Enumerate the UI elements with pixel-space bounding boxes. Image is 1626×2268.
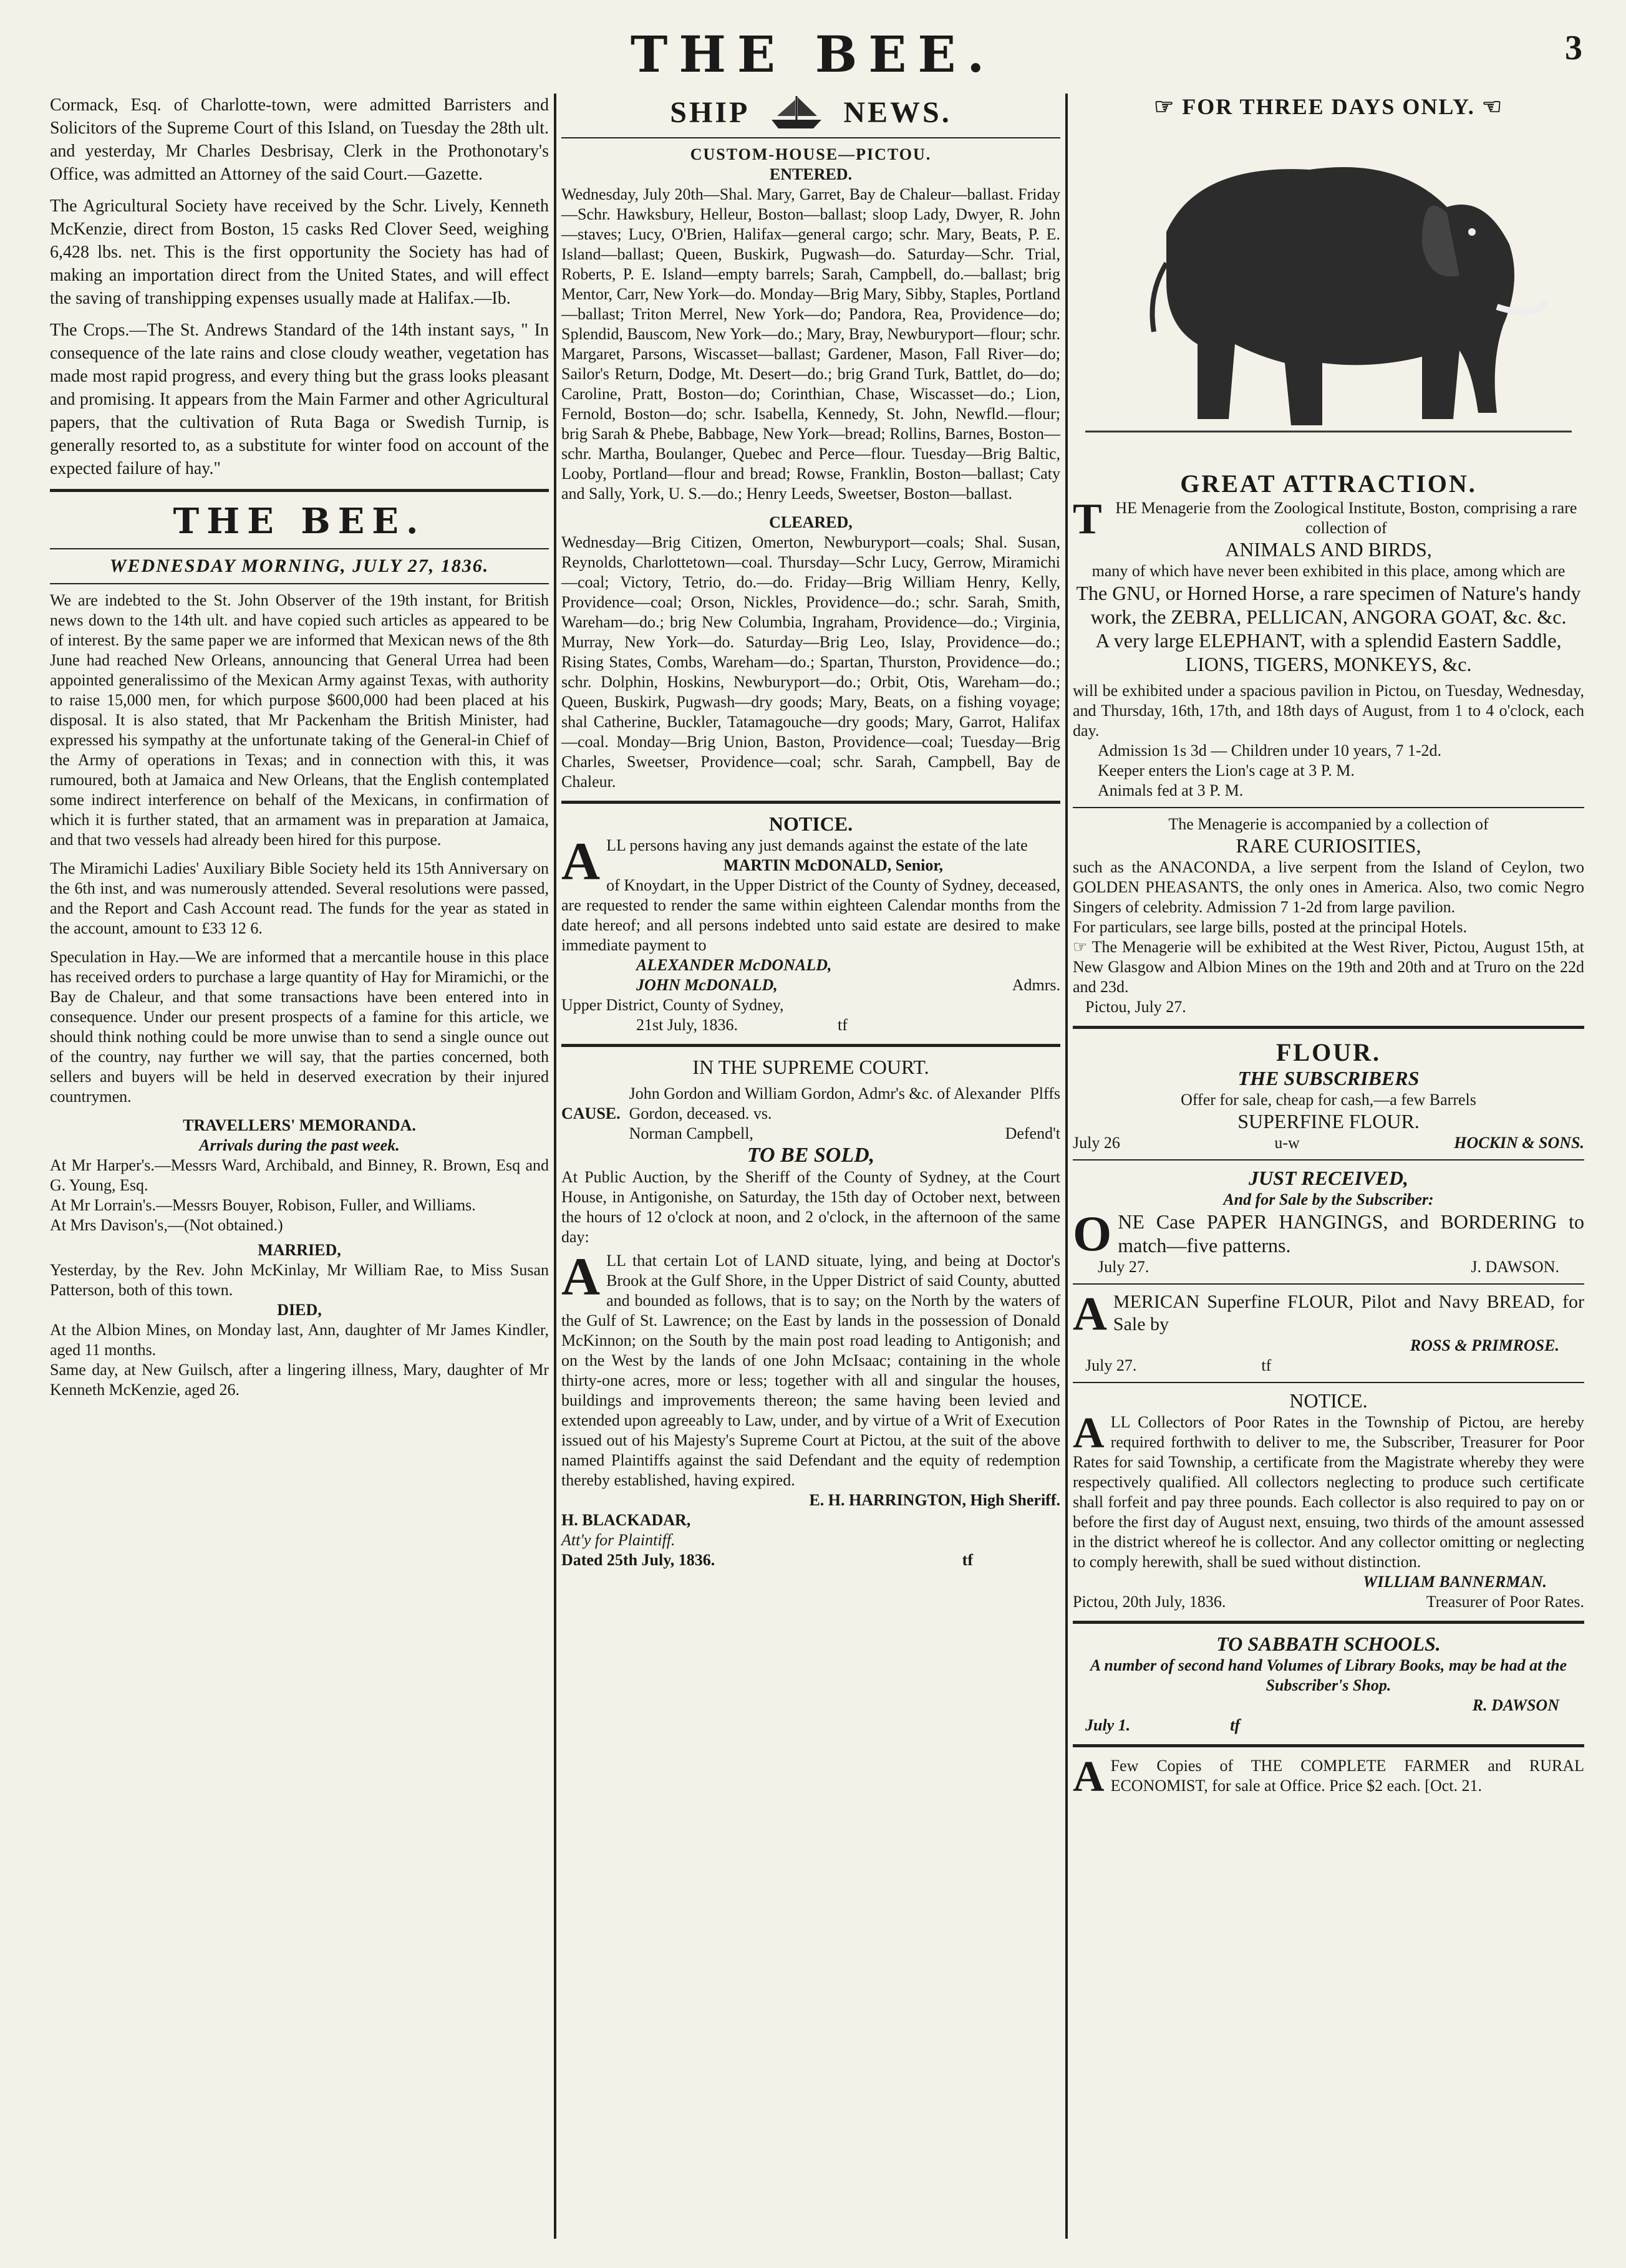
divider: [561, 1044, 1060, 1047]
divider: [1073, 1621, 1584, 1624]
notice-name: MARTIN McDONALD, Senior,: [723, 856, 944, 874]
to-be-sold-title: TO BE SOLD,: [747, 1144, 875, 1167]
superfine-flour: SUPERFINE FLOUR.: [1237, 1110, 1420, 1132]
bannerman-signature: WILLIAM BANNERMAN.: [1363, 1573, 1547, 1591]
collectors-text: LL Collectors of Poor Rates in the Township of Pictou, are hereby required forthwith to deliver to me, the Subscriber, Treasurer for Poor Rates for said Township, a certificate from the Magistrate whereby they were respectively qualified. All collectors neglecting to produce such certificate shall forfeit and pay three pounds. Each collector is also required to pay on or before the first day of August next, ensuing, two thirds of the amount assessed in the district whereof he is collector. And any collector omitting or neglecting to comply herewith, shall be sued without distinction.: [1073, 1413, 1584, 1571]
notice-heading-2: NOTICE.: [1289, 1389, 1368, 1412]
tf-mark: tf: [1261, 1356, 1272, 1374]
subscribers-heading: THE SUBSCRIBERS: [1237, 1067, 1420, 1089]
drop-cap: A: [561, 1247, 601, 1306]
just-received-heading: JUST RECEIVED,: [1248, 1167, 1409, 1189]
sabbath-text: A number of second hand Volumes of Library Books, may be had at the Subscriber's Shop.: [1090, 1656, 1567, 1694]
for-sale-subheading: And for Sale by the Subscriber:: [1223, 1190, 1434, 1209]
married-text: Yesterday, by the Rev. John McKinlay, Mr William Rae, to Miss Susan Patterson, both of this town.: [50, 1261, 549, 1299]
three-days-text: FOR THREE DAYS ONLY.: [1182, 94, 1475, 119]
pointing-hand-icon: ☞: [1153, 94, 1183, 119]
auction-text: At Public Auction, by the Sheriff of the County of Sydney, at the Court House, in Antigonishe, on Saturday, the 15th day of October next, between the hours of 12 o'clock at noon, and 2 o'clock, in the afternoon of the same day:: [561, 1168, 1060, 1246]
paper-hangings-text: NE Case PAPER HANGINGS, and BORDERING to match—five patterns.: [1118, 1210, 1584, 1257]
sheriff-signature: E. H. HARRINGTON, High Sheriff.: [809, 1491, 1060, 1509]
drop-cap: O: [1073, 1207, 1112, 1262]
pictou-date: Pictou, July 27.: [1085, 998, 1186, 1016]
keeper-text: Keeper enters the Lion's cage at 3 P. M.: [1098, 761, 1355, 779]
died-title: DIED,: [277, 1301, 322, 1319]
sabbath-heading: TO SABBATH SCHOOLS.: [1216, 1633, 1441, 1655]
ross-signature: ROSS & PRIMROSE.: [1410, 1336, 1559, 1354]
exhibition-text: will be exhibited under a spacious pavilion in Pictou, on Tuesday, Wednesday, and Thursday, 16th, 17th, and 18th days of August, from 1 to 4 o'clock, each day.: [1073, 682, 1584, 740]
particulars-text: For particulars, see large bills, posted at the principal Hotels.: [1073, 918, 1468, 936]
flour-uw: u-w: [1274, 1134, 1300, 1152]
notice-place: Upper District, County of Sydney,: [561, 996, 784, 1014]
attorney-name: H. BLACKADAR,: [561, 1511, 691, 1529]
memoranda-title: TRAVELLERS' MEMORANDA.: [183, 1116, 416, 1134]
article-hay: Speculation in Hay.—We are informed that a mercantile house in this place has received orders to purchase a large quantity of Hay for Miramichi, or the Bay de Chaleur, and that some transactions have been entered into in consequence. Under our present prospects of a famine for this article, we should think nothing could be more unwise than to send a single ounce out of the country, nay further we will say, that the parties concerned, both sellers and buyers will be held in deserved execration by their injured countrymen.: [50, 948, 549, 1106]
article-gazette: Cormack, Esq. of Charlotte-town, were admitted Barristers and Solicitors of the Supreme Court of this Island, on Tuesday the 28th ult. and yesterday, Mr Charles Desbrisay, Clerk in the Prothonotary's Office, was admitted an Attorney of the said Court.—Gazette.: [50, 95, 549, 184]
cleared-heading: CLEARED,: [769, 513, 853, 531]
article-crops: The Crops.—The St. Andrews Standard of the 14th instant says, " In consequence of the late rains and close cloudy weather, vegetation has made most rapid progress, and every thing but the grass looks pleasant and promising. It appears from the Main Farmer and other Agricultural papers, that the cultivation of Ruta Baga or Swedish Turnip, is generally resorted to, as a substitute for winter food on account of the expected failure of hay.": [50, 321, 549, 478]
tf-mark: tf: [838, 1016, 848, 1034]
memo-harper: At Mr Harper's.—Messrs Ward, Archibald, and Binney, R. Brown, Esq and G. Young, Esq.: [50, 1156, 549, 1194]
column-right: [1073, 94, 1585, 1801]
notice-text: LL persons having any just demands against the estate of the late: [606, 836, 1028, 854]
gnu-text: The GNU, or Horned Horse, a rare specimen of Nature's handy work, the ZEBRA, PELLICAN, ANGORA GOAT, &c. &c.: [1076, 582, 1581, 628]
animals-heading: ANIMALS AND BIRDS,: [1225, 538, 1432, 561]
drop-cap: A: [1073, 1409, 1105, 1457]
west-river-text: The Menagerie will be exhibited at the West River, Pictou, August 15th, at New Glasgow and Albion Mines on the 19th and 20th and at Truro on the 22d and 23d.: [1073, 938, 1585, 996]
sale-date: Dated 25th July, 1836.: [561, 1551, 715, 1569]
plffs-label: Plffs: [1030, 1084, 1060, 1103]
oct-date: [Oct. 21.: [1425, 1777, 1482, 1795]
article-bible-society: The Miramichi Ladies' Auxiliary Bible Society held its 15th Anniversary on the 6th inst, and was numerously attended. Several resolutions were passed, and the Report and Cash Account read. The funds for the year as stated in the account, amount to £33 12 6.: [50, 859, 549, 937]
column-divider-1: [554, 94, 556, 2239]
section-title-bee: THE BEE.: [173, 501, 426, 542]
elephant-illustration: [1073, 120, 1584, 469]
column-left: [50, 94, 549, 1400]
column-divider-2: [1065, 94, 1068, 2239]
rdawson-signature: R. DAWSON: [1472, 1696, 1559, 1714]
elephant-text: A very large ELEPHANT, with a splendid Eastern Saddle, LIONS, TIGERS, MONKEYS, &c.: [1095, 629, 1562, 675]
married-title: MARRIED,: [258, 1241, 341, 1259]
entered-heading: ENTERED.: [769, 165, 853, 183]
dateline: WEDNESDAY MORNING, JULY 27, 1836.: [109, 556, 490, 576]
ross-date: July 27.: [1085, 1356, 1137, 1374]
animals-fed-text: Animals fed at 3 P. M.: [1098, 781, 1244, 799]
page-number: 3: [1565, 29, 1582, 67]
cause-plaintiffs: John Gordon and William Gordon, Admr's &c. of Alexander Gordon, deceased. vs.: [629, 1084, 1022, 1122]
drop-cap: A: [1073, 1288, 1107, 1340]
ship-news-left: SHIP: [670, 95, 750, 129]
column-middle: [561, 94, 1060, 1570]
memo-lorrain: At Mr Lorrain's.—Messrs Bouyer, Robison, Fuller, and Williams.: [50, 1196, 476, 1214]
pointing-hand-icon: ☞: [1073, 938, 1092, 956]
three-days-heading: [1073, 94, 1584, 120]
died-text-2: Same day, at New Guilsch, after a lingering illness, Mary, daughter of Mr Kenneth McKenzie, aged 26.: [50, 1361, 549, 1399]
masthead-title: THE BEE.: [630, 25, 996, 84]
drop-cap: T: [1073, 495, 1102, 543]
tf-mark: tf: [1230, 1716, 1241, 1734]
divider: [50, 548, 549, 549]
ship-news-right: NEWS.: [843, 95, 952, 129]
divider: [561, 137, 1060, 138]
defendant-label: Defend't: [1005, 1124, 1060, 1142]
great-attraction-title: GREAT ATTRACTION.: [1180, 470, 1477, 498]
flour-heading: FLOUR.: [1276, 1038, 1381, 1066]
custom-house-heading: CUSTOM-HOUSE—PICTOU.: [690, 145, 932, 163]
farmer-copies-text: Few Copies of THE COMPLETE FARMER and RURAL ECONOMIST, for sale at Office. Price $2 each.: [1110, 1757, 1584, 1795]
cleared-list: Wednesday—Brig Citizen, Omerton, Newburyport—coals; Shal. Susan, Reynolds, Charlottetown—coal. Thursday—Schr Lucy, Gerrow, Miramichi—coal; Victory, Tetrio, do.—do. Friday—Brig William Henry, Kelly, Providence—coal; Orson, Nickles, Providence—do.; schr. Sarah, Smith, Wareham—do.; brig New Columbia, Ingraham, Providence—do.; Virginia, Murray, New York—do. Saturday—Brig Leo, Islay, Providence—do.; Rising States, Combs, Wareham—do.; Spartan, Thurston, Providence—do.; schr. Dolphin, Hoskins, Newburyport—do.; Orbit, Otis, Wareham—do.; Queen, Buskirk, Pugwash—dry goods; Mary, Beats, on a fishing voyage; shal Catherine, Buckler, Tatamagouche—dry goods; Mary, Garrot, Halifax—coal. Monday—Brig Union, Baston, Providence—coal; Tuesday—Brig Charles, Sweetser, Providence—coal; schr. Sarah, Campbell, Bay de Chaleur.: [561, 533, 1060, 791]
divider: [1073, 807, 1584, 808]
entered-list: Wednesday, July 20th—Shal. Mary, Garret, Bay de Chaleur—ballast. Friday—Schr. Hawksbury, Helleur, Boston—ballast; sloop Lady, Dwyer, R. John—staves; Lucy, O'Brien, Halifax—general cargo; schr. Mary, Beats, P. E. Island—ballast; Queen, Buskirk, Pugwash—do. Saturday—Schr. Trial, Roberts, P. E. Island—empty barrels; Sarah, Campbell, do.—ballast; brig Mentor, Carr, New York—do. Monday—Brig Mary, Sibby, Staples, Portland—ballast; Triton Merrel, New York—do; Pandora, Rea, Providence—do; Splendid, Bauscom, New York—do.; Mary, Bray, Newburyport—flour; schr. Margaret, Parsons, Wiscasset—ballast; Gardener, Mason, Fall River—do; Sailor's Return, Dodge, Mt. Desert—do.; brig Grand Turk, Battlet, do—do; Caroline, Pratt, Boston—do; Corinthian, Chase, Wiscasset—do.; Lion, Fernold, Boston—do; schr. Isabella, Kennedy, St. John, Newfld.—flour; brig Sarah & Phebe, Babbage, New York—bread; Rollins, Barnes, Boston—schr. Martha, Boulanger, Quebec and Perce—flour. Tuesday—Brig Baltic, Looby, Portland—flour and bread; Rowse, Franklin, Boston—ballast; Caty and Sally, York, U. S.—do.; Henry Leeds, Sweetser, Boston—ballast.: [561, 185, 1060, 503]
divider: [1073, 1744, 1584, 1747]
divider: [50, 583, 549, 584]
admission-text: Admission 1s 3d — Children under 10 years, 7 1-2d.: [1098, 741, 1442, 760]
masthead: [0, 25, 1626, 87]
attorney-title: Att'y for Plaintiff.: [561, 1531, 675, 1549]
ship-news-banner: [561, 94, 1060, 131]
notice-date: 21st July, 1836.: [636, 1016, 738, 1034]
ship-icon: [768, 94, 825, 131]
memoranda-subtitle: Arrivals during the past week.: [199, 1136, 400, 1154]
article-agricultural: The Agricultural Society have received by the Schr. Lively, Kenneth McKenzie, direct from Boston, 15 casks Red Clover Seed, weighing 6,428 lbs. net. This is the first opportunity the Society has had of making an importation direct from the United States, and will effect the saving of transhipping expenses usually made at Halifax.—Ib.: [50, 196, 549, 308]
died-text-1: At the Albion Mines, on Monday last, Ann, daughter of Mr James Kindler, aged 11 months.: [50, 1321, 549, 1359]
anaconda-text: such as the ANACONDA, a live serpent from the Island of Ceylon, two GOLDEN PHEASANTS, the only ones in America. Also, two comic Negro Singers of celebrity. Admission 7 1-2d from large pavilion.: [1073, 858, 1584, 916]
notice-text-2: of Knoydart, in the Upper District of the County of Sydney, deceased, are requested to render the same within eighteen Calendar months from the date hereof; and all persons indebted unto said estate are desired to make immediate payment to: [561, 876, 1060, 954]
divider: [50, 489, 549, 492]
cause-defendant: Norman Campbell,: [629, 1124, 753, 1142]
supreme-court-title: IN THE SUPREME COURT.: [692, 1056, 929, 1078]
treasurer-title: Treasurer of Poor Rates.: [1426, 1593, 1584, 1611]
american-flour-text: MERICAN Superfine FLOUR, Pilot and Navy BREAD, for Sale by: [1113, 1291, 1584, 1334]
hockin-signature: HOCKIN & SONS.: [1454, 1134, 1584, 1152]
administrator-1: ALEXANDER McDONALD,: [636, 956, 832, 974]
pointing-hand-icon: ☜: [1474, 94, 1504, 119]
drop-cap: A: [561, 831, 601, 891]
rare-curiosities-heading: RARE CURIOSITIES,: [1236, 834, 1421, 857]
sabbath-date: July 1.: [1085, 1716, 1131, 1734]
divider: [1073, 1283, 1584, 1285]
flour-date: July 26: [1073, 1134, 1120, 1152]
many-text: many of which have never been exhibited in this place, among which are: [1091, 562, 1566, 580]
divider: [1073, 1382, 1584, 1383]
memo-davison: At Mrs Davison's,—(Not obtained.): [50, 1216, 283, 1234]
cause-label: CAUSE.: [561, 1104, 621, 1122]
dawson-signature: J. DAWSON.: [1471, 1258, 1559, 1276]
lot-description: LL that certain Lot of LAND situate, lying, and being at Doctor's Brook at the Gulf Shore, in the Upper District of said County, abutted and bounded as follows, that is to say; on the North by the waters of the Gulf of St. Lawrence; on the East by lands in the possession of Donald McKinnon; on the South by the main post road leading to Antigonish; and on the West by the lands of one John McIsaac; containing in the whole thirty-one acres, more or less; together with all and singular the houses, buildings and improvements thereon; the same having been levied and extended upon agreeably to Law, under, and by virtue of a Writ of Execution issued out of his Majesty's Supreme Court at Pictou, at the suit of the above named Plaintiffs against the said Defendant and the equity of redemption thereby established, having expired.: [561, 1252, 1060, 1489]
drop-cap: A: [1073, 1753, 1105, 1801]
divider: [1073, 1026, 1584, 1029]
divider: [1073, 1159, 1584, 1161]
menagerie-text: HE Menagerie from the Zoological Institute, Boston, comprising a rare collection of: [1115, 499, 1577, 537]
accompanied-text: The Menagerie is accompanied by a collection of: [1168, 815, 1489, 833]
notice-title: NOTICE.: [768, 813, 853, 835]
administrator-2: JOHN McDONALD,: [636, 976, 778, 994]
offer-text: Offer for sale, cheap for cash,—a few Barrels: [1181, 1091, 1476, 1109]
article-observer: We are indebted to the St. John Observer of the 19th instant, for British news down to the 14th ult. and have copied such articles as appeared to be of interest. By the same paper we are informed that Mexican news of the 8th June had reached New Orleans, announcing that General Urrea had been appointed generalissimo of the Mexican Army against Texas, with authority to raise 15,000 men, for which purpose $600,000 had been placed at his disposal. It is also stated, that Mr Packenham the British Minister, had expressed his sympathy at the unfortunate taking of the General-in Chief of the Army of operations in Texas; and in connection with this, it was rumoured, both at Jamaica and New Orleans, that the English contemplated some indirect interference on behalf of the Mexicans, in confirmation of which it is further stated, that an armament was in preparation at Jamaica, and that two vessels had already been hired for this purpose.: [50, 591, 549, 849]
bannerman-date: Pictou, 20th July, 1836.: [1073, 1593, 1226, 1611]
divider: [561, 801, 1060, 804]
admrs-label: Admrs.: [1012, 976, 1060, 994]
tf-mark: tf: [962, 1551, 973, 1569]
dawson-date: July 27.: [1098, 1258, 1149, 1276]
